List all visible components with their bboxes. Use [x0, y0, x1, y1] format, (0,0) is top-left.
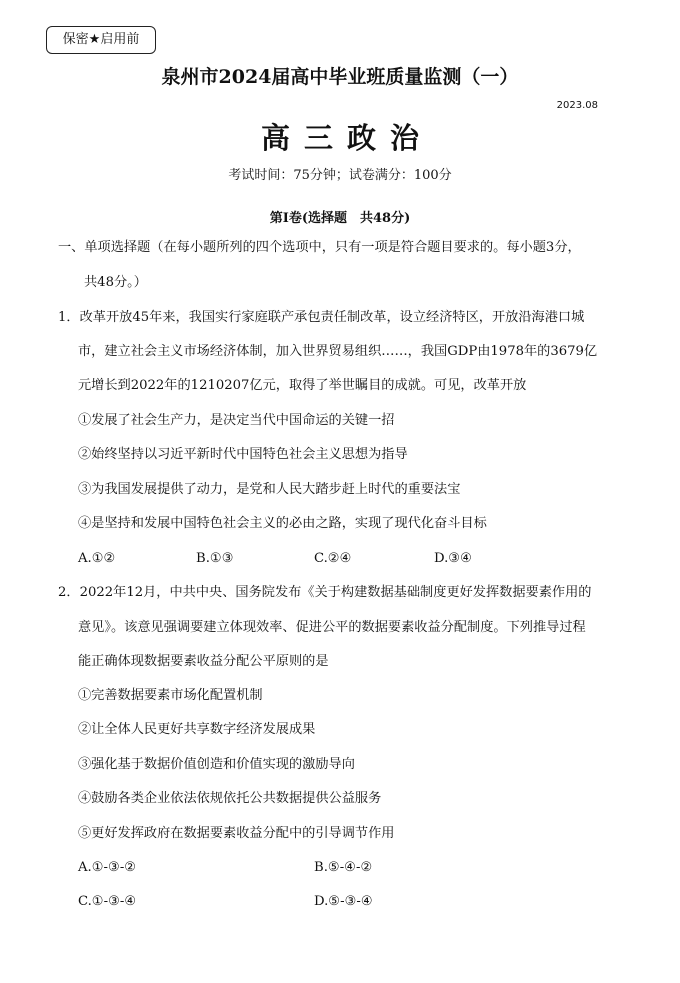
- q2-option-b: B.⑤-④-②: [314, 860, 373, 875]
- q1-statement-3: ③为我国发展提供了动力，是党和人民大踏步赶上时代的重要法宝: [78, 482, 461, 497]
- q1-option-d: D.③④: [434, 551, 472, 566]
- q2-stem-line3: 能正确体现数据要素收益分配公平原则的是: [78, 654, 329, 669]
- exam-date: 2023.08: [556, 100, 598, 111]
- q2-statement-2: ②让全体人民更好共享数字经济发展成果: [78, 722, 316, 737]
- q2-statement-3: ③强化基于数据价值创造和价值实现的激励导向: [78, 757, 355, 772]
- q2-statement-4: ④鼓励各类企业依法依规依托公共数据提供公益服务: [78, 791, 382, 806]
- q1-stem-line3: 元增长到2022年的1210207亿元，取得了举世瞩目的成就。可见，改革开放: [78, 378, 527, 393]
- q1-stem-line2: 市，建立社会主义市场经济体制，加入世界贸易组织……，我国GDP由1978年的3679亿: [78, 344, 598, 359]
- section-instruction-cont: 共48分。）: [84, 275, 147, 290]
- q2-option-c: C.①-③-④: [78, 894, 137, 909]
- section-instruction: 一、单项选择题（在每小题所列的四个选项中，只有一项是符合题目要求的。每小题3分，: [58, 240, 581, 255]
- q1-statement-1: ①发展了社会生产力，是决定当代中国命运的关键一招: [78, 413, 395, 428]
- q1-statement-2: ②始终坚持以习近平新时代中国特色社会主义思想为指导: [78, 447, 408, 462]
- subject-title: 高三政治: [260, 121, 433, 155]
- q2-statement-1: ①完善数据要素市场化配置机制: [78, 688, 263, 703]
- confidential-stamp: 保密★启用前: [46, 26, 156, 54]
- q2-stem-line1: 2．2022年12月，中共中央、国务院发布《关于构建数据基础制度更好发挥数据要素作用的: [58, 585, 592, 600]
- q1-option-a: A.①②: [78, 551, 116, 566]
- exam-title: 泉州市2024届高中毕业班质量监测（一）: [161, 66, 519, 88]
- q2-option-a: A.①-③-②: [78, 860, 137, 875]
- exam-info: 考试时间：75分钟；试卷满分：100分: [228, 168, 452, 183]
- q2-option-d: D.⑤-③-④: [314, 894, 373, 909]
- q1-stem-line1: 1．改革开放45年来，我国实行家庭联产承包责任制改革，设立经济特区，开放沿海港口城: [58, 310, 585, 325]
- q1-option-c: C.②④: [314, 551, 352, 566]
- q1-option-b: B.①③: [196, 551, 234, 566]
- q2-statement-5: ⑤更好发挥政府在数据要素收益分配中的引导调节作用: [78, 826, 395, 841]
- section-title: 第Ⅰ卷(选择题 共48分): [269, 211, 411, 226]
- q1-statement-4: ④是坚持和发展中国特色社会主义的必由之路，实现了现代化奋斗目标: [78, 516, 487, 531]
- q2-stem-line2: 意见》。该意见强调要建立体现效率、促进公平的数据要素收益分配制度。下列推导过程: [78, 620, 586, 635]
